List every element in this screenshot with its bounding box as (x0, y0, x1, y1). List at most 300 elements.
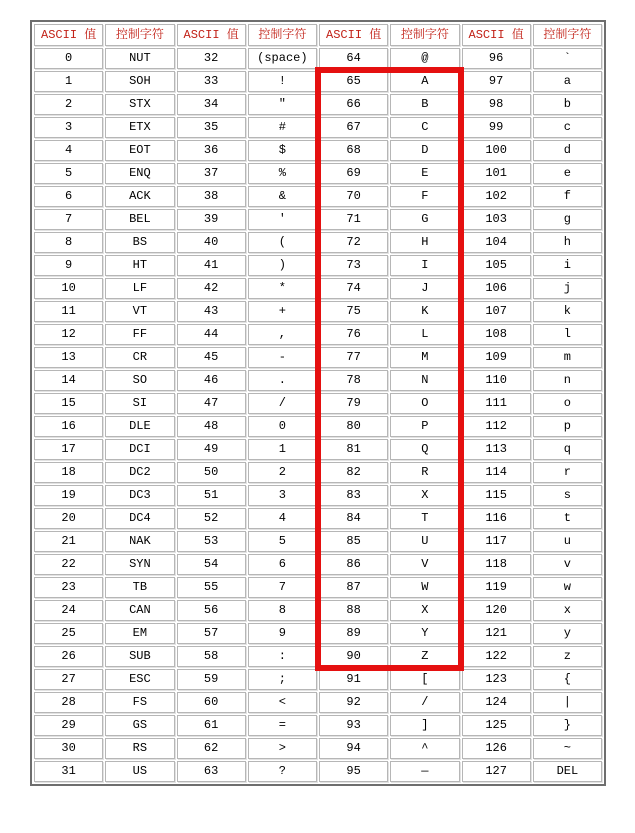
ascii-value-cell: 66 (319, 94, 388, 115)
ascii-value-cell: 35 (177, 117, 246, 138)
ascii-value-cell: 82 (319, 462, 388, 483)
control-char-cell: G (390, 209, 459, 230)
ascii-value-cell: 87 (319, 577, 388, 598)
ascii-value-cell: 74 (319, 278, 388, 299)
control-char-cell: k (533, 301, 602, 322)
control-char-cell: u (533, 531, 602, 552)
ascii-value-cell: 123 (462, 669, 531, 690)
column-header-ascii-value-3: ASCII 值 (319, 24, 388, 46)
ascii-value-cell: 53 (177, 531, 246, 552)
table-row (34, 600, 602, 621)
ascii-value-cell: 33 (177, 71, 246, 92)
ascii-value-cell: 124 (462, 692, 531, 713)
ascii-value-cell: 40 (177, 232, 246, 253)
ascii-table-header (34, 24, 602, 46)
control-char-cell: t (533, 508, 602, 529)
ascii-value-cell: 15 (34, 393, 103, 414)
control-char-cell: / (248, 393, 317, 414)
control-char-cell: ? (248, 761, 317, 782)
table-row (34, 669, 602, 690)
control-char-cell: i (533, 255, 602, 276)
control-char-cell: R (390, 462, 459, 483)
table-row (34, 117, 602, 138)
ascii-value-cell: 25 (34, 623, 103, 644)
control-char-cell: US (105, 761, 174, 782)
ascii-value-cell: 103 (462, 209, 531, 230)
ascii-value-cell: 110 (462, 370, 531, 391)
control-char-cell: " (248, 94, 317, 115)
ascii-value-cell: 98 (462, 94, 531, 115)
ascii-value-cell: 27 (34, 669, 103, 690)
ascii-value-cell: 4 (34, 140, 103, 161)
table-row (34, 163, 602, 184)
ascii-value-cell: 29 (34, 715, 103, 736)
ascii-value-cell: 9 (34, 255, 103, 276)
control-char-cell: h (533, 232, 602, 253)
ascii-value-cell: 1 (34, 71, 103, 92)
ascii-value-cell: 89 (319, 623, 388, 644)
control-char-cell: SO (105, 370, 174, 391)
control-char-cell: TB (105, 577, 174, 598)
ascii-value-cell: 31 (34, 761, 103, 782)
ascii-value-cell: 80 (319, 416, 388, 437)
control-char-cell: a (533, 71, 602, 92)
control-char-cell: x (533, 600, 602, 621)
control-char-cell: NAK (105, 531, 174, 552)
control-char-cell: 1 (248, 439, 317, 460)
ascii-value-cell: 55 (177, 577, 246, 598)
table-row (34, 370, 602, 391)
ascii-value-cell: 69 (319, 163, 388, 184)
control-char-cell: p (533, 416, 602, 437)
ascii-value-cell: 108 (462, 324, 531, 345)
control-char-cell: ; (248, 669, 317, 690)
ascii-value-cell: 19 (34, 485, 103, 506)
control-char-cell: { (533, 669, 602, 690)
ascii-value-cell: 64 (319, 48, 388, 69)
control-char-cell: s (533, 485, 602, 506)
control-char-cell: 0 (248, 416, 317, 437)
ascii-value-cell: 5 (34, 163, 103, 184)
ascii-value-cell: 6 (34, 186, 103, 207)
ascii-value-cell: 117 (462, 531, 531, 552)
control-char-cell: Y (390, 623, 459, 644)
ascii-value-cell: 104 (462, 232, 531, 253)
control-char-cell: % (248, 163, 317, 184)
table-row (34, 140, 602, 161)
ascii-value-cell: 92 (319, 692, 388, 713)
ascii-value-cell: 77 (319, 347, 388, 368)
ascii-value-cell: 71 (319, 209, 388, 230)
ascii-value-cell: 78 (319, 370, 388, 391)
control-char-cell: f (533, 186, 602, 207)
control-char-cell: DC4 (105, 508, 174, 529)
control-char-cell: ' (248, 209, 317, 230)
control-char-cell: C (390, 117, 459, 138)
control-char-cell: ! (248, 71, 317, 92)
control-char-cell: LF (105, 278, 174, 299)
control-char-cell: GS (105, 715, 174, 736)
ascii-value-cell: 81 (319, 439, 388, 460)
control-char-cell: HT (105, 255, 174, 276)
ascii-value-cell: 126 (462, 738, 531, 759)
control-char-cell: = (248, 715, 317, 736)
ascii-value-cell: 106 (462, 278, 531, 299)
ascii-value-cell: 75 (319, 301, 388, 322)
ascii-value-cell: 100 (462, 140, 531, 161)
column-header-control-char-3: 控制字符 (390, 24, 459, 46)
control-char-cell: A (390, 71, 459, 92)
table-row (34, 71, 602, 92)
control-char-cell: ENQ (105, 163, 174, 184)
control-char-cell: STX (105, 94, 174, 115)
control-char-cell: , (248, 324, 317, 345)
ascii-value-cell: 72 (319, 232, 388, 253)
control-char-cell: X (390, 485, 459, 506)
control-char-cell: & (248, 186, 317, 207)
ascii-value-cell: 58 (177, 646, 246, 667)
ascii-value-cell: 65 (319, 71, 388, 92)
ascii-value-cell: 119 (462, 577, 531, 598)
ascii-value-cell: 48 (177, 416, 246, 437)
ascii-value-cell: 62 (177, 738, 246, 759)
ascii-value-cell: 30 (34, 738, 103, 759)
ascii-value-cell: 56 (177, 600, 246, 621)
control-char-cell: FF (105, 324, 174, 345)
control-char-cell: 5 (248, 531, 317, 552)
ascii-value-cell: 36 (177, 140, 246, 161)
ascii-value-cell: 113 (462, 439, 531, 460)
ascii-value-cell: 85 (319, 531, 388, 552)
ascii-value-cell: 46 (177, 370, 246, 391)
ascii-value-cell: 49 (177, 439, 246, 460)
control-char-cell: I (390, 255, 459, 276)
control-char-cell: F (390, 186, 459, 207)
control-char-cell: l (533, 324, 602, 345)
control-char-cell: c (533, 117, 602, 138)
control-char-cell: X (390, 600, 459, 621)
control-char-cell: - (248, 347, 317, 368)
ascii-value-cell: 97 (462, 71, 531, 92)
ascii-value-cell: 83 (319, 485, 388, 506)
control-char-cell: CR (105, 347, 174, 368)
control-char-cell: P (390, 416, 459, 437)
control-char-cell: m (533, 347, 602, 368)
control-char-cell: BEL (105, 209, 174, 230)
table-row (34, 623, 602, 644)
control-char-cell: e (533, 163, 602, 184)
ascii-value-cell: 34 (177, 94, 246, 115)
control-char-cell: ^ (390, 738, 459, 759)
table-row (34, 324, 602, 345)
control-char-cell: n (533, 370, 602, 391)
table-row (34, 48, 602, 69)
ascii-value-cell: 43 (177, 301, 246, 322)
ascii-value-cell: 8 (34, 232, 103, 253)
table-row (34, 439, 602, 460)
table-row (34, 94, 602, 115)
control-char-cell: L (390, 324, 459, 345)
ascii-value-cell: 38 (177, 186, 246, 207)
ascii-value-cell: 101 (462, 163, 531, 184)
control-char-cell: D (390, 140, 459, 161)
ascii-value-cell: 95 (319, 761, 388, 782)
control-char-cell: # (248, 117, 317, 138)
control-char-cell: 6 (248, 554, 317, 575)
ascii-value-cell: 109 (462, 347, 531, 368)
control-char-cell: SOH (105, 71, 174, 92)
control-char-cell: E (390, 163, 459, 184)
ascii-value-cell: 17 (34, 439, 103, 460)
table-row (34, 462, 602, 483)
control-char-cell: Q (390, 439, 459, 460)
table-row (34, 485, 602, 506)
column-header-control-char-1: 控制字符 (105, 24, 174, 46)
ascii-value-cell: 107 (462, 301, 531, 322)
control-char-cell: 7 (248, 577, 317, 598)
control-char-cell: 8 (248, 600, 317, 621)
control-char-cell: y (533, 623, 602, 644)
ascii-value-cell: 114 (462, 462, 531, 483)
ascii-value-cell: 26 (34, 646, 103, 667)
table-wrap (30, 20, 606, 786)
table-row (34, 255, 602, 276)
control-char-cell: — (390, 761, 459, 782)
ascii-value-cell: 45 (177, 347, 246, 368)
control-char-cell: DC3 (105, 485, 174, 506)
control-char-cell: M (390, 347, 459, 368)
ascii-value-cell: 10 (34, 278, 103, 299)
control-char-cell: DEL (533, 761, 602, 782)
ascii-value-cell: 42 (177, 278, 246, 299)
control-char-cell: [ (390, 669, 459, 690)
control-char-cell: 9 (248, 623, 317, 644)
table-row (34, 278, 602, 299)
ascii-value-cell: 86 (319, 554, 388, 575)
ascii-value-cell: 11 (34, 301, 103, 322)
ascii-value-cell: 73 (319, 255, 388, 276)
control-char-cell: 4 (248, 508, 317, 529)
ascii-value-cell: 68 (319, 140, 388, 161)
control-char-cell: ~ (533, 738, 602, 759)
control-char-cell: w (533, 577, 602, 598)
ascii-value-cell: 94 (319, 738, 388, 759)
control-char-cell: W (390, 577, 459, 598)
ascii-value-cell: 59 (177, 669, 246, 690)
table-row (34, 738, 602, 759)
control-char-cell: Z (390, 646, 459, 667)
table-row (34, 301, 602, 322)
ascii-value-cell: 28 (34, 692, 103, 713)
control-char-cell: ESC (105, 669, 174, 690)
control-char-cell: 2 (248, 462, 317, 483)
control-char-cell: ETX (105, 117, 174, 138)
ascii-value-cell: 67 (319, 117, 388, 138)
ascii-value-cell: 32 (177, 48, 246, 69)
control-char-cell: CAN (105, 600, 174, 621)
ascii-value-cell: 127 (462, 761, 531, 782)
table-row (34, 692, 602, 713)
control-char-cell: $ (248, 140, 317, 161)
table-row (34, 416, 602, 437)
control-char-cell: SI (105, 393, 174, 414)
control-char-cell: < (248, 692, 317, 713)
ascii-table-body (34, 48, 602, 782)
ascii-value-cell: 2 (34, 94, 103, 115)
control-char-cell: v (533, 554, 602, 575)
ascii-table (30, 20, 606, 786)
ascii-value-cell: 90 (319, 646, 388, 667)
control-char-cell: : (248, 646, 317, 667)
table-row (34, 393, 602, 414)
ascii-value-cell: 116 (462, 508, 531, 529)
control-char-cell: j (533, 278, 602, 299)
control-char-cell: 3 (248, 485, 317, 506)
control-char-cell: SYN (105, 554, 174, 575)
ascii-value-cell: 88 (319, 600, 388, 621)
ascii-value-cell: 7 (34, 209, 103, 230)
control-char-cell: B (390, 94, 459, 115)
ascii-value-cell: 91 (319, 669, 388, 690)
ascii-value-cell: 115 (462, 485, 531, 506)
ascii-value-cell: 12 (34, 324, 103, 345)
ascii-value-cell: 63 (177, 761, 246, 782)
ascii-value-cell: 93 (319, 715, 388, 736)
control-char-cell: + (248, 301, 317, 322)
control-char-cell: V (390, 554, 459, 575)
ascii-value-cell: 13 (34, 347, 103, 368)
table-row (34, 531, 602, 552)
ascii-value-cell: 79 (319, 393, 388, 414)
ascii-value-cell: 105 (462, 255, 531, 276)
ascii-value-cell: 99 (462, 117, 531, 138)
control-char-cell: . (248, 370, 317, 391)
ascii-value-cell: 112 (462, 416, 531, 437)
control-char-cell: b (533, 94, 602, 115)
ascii-value-cell: 125 (462, 715, 531, 736)
control-char-cell: T (390, 508, 459, 529)
ascii-value-cell: 121 (462, 623, 531, 644)
ascii-value-cell: 61 (177, 715, 246, 736)
control-char-cell: > (248, 738, 317, 759)
ascii-value-cell: 111 (462, 393, 531, 414)
table-row (34, 715, 602, 736)
control-char-cell: ` (533, 48, 602, 69)
control-char-cell: U (390, 531, 459, 552)
table-row (34, 209, 602, 230)
control-char-cell: K (390, 301, 459, 322)
ascii-value-cell: 0 (34, 48, 103, 69)
ascii-value-cell: 51 (177, 485, 246, 506)
control-char-cell: q (533, 439, 602, 460)
control-char-cell: d (533, 140, 602, 161)
column-header-ascii-value-4: ASCII 值 (462, 24, 531, 46)
header-row (34, 24, 602, 46)
control-char-cell: NUT (105, 48, 174, 69)
ascii-value-cell: 14 (34, 370, 103, 391)
ascii-value-cell: 84 (319, 508, 388, 529)
ascii-value-cell: 21 (34, 531, 103, 552)
ascii-value-cell: 52 (177, 508, 246, 529)
ascii-value-cell: 18 (34, 462, 103, 483)
table-row (34, 232, 602, 253)
column-header-ascii-value-1: ASCII 值 (34, 24, 103, 46)
control-char-cell: RS (105, 738, 174, 759)
ascii-value-cell: 39 (177, 209, 246, 230)
control-char-cell: ACK (105, 186, 174, 207)
ascii-value-cell: 44 (177, 324, 246, 345)
control-char-cell: DC2 (105, 462, 174, 483)
table-row (34, 347, 602, 368)
control-char-cell: H (390, 232, 459, 253)
control-char-cell: BS (105, 232, 174, 253)
control-char-cell: EOT (105, 140, 174, 161)
ascii-value-cell: 22 (34, 554, 103, 575)
control-char-cell: ] (390, 715, 459, 736)
ascii-value-cell: 118 (462, 554, 531, 575)
control-char-cell: VT (105, 301, 174, 322)
table-row (34, 577, 602, 598)
control-char-cell: FS (105, 692, 174, 713)
column-header-ascii-value-2: ASCII 值 (177, 24, 246, 46)
ascii-value-cell: 54 (177, 554, 246, 575)
control-char-cell: * (248, 278, 317, 299)
ascii-value-cell: 37 (177, 163, 246, 184)
control-char-cell: EM (105, 623, 174, 644)
control-char-cell: N (390, 370, 459, 391)
ascii-value-cell: 41 (177, 255, 246, 276)
ascii-value-cell: 20 (34, 508, 103, 529)
ascii-value-cell: 120 (462, 600, 531, 621)
control-char-cell: r (533, 462, 602, 483)
ascii-value-cell: 76 (319, 324, 388, 345)
ascii-value-cell: 102 (462, 186, 531, 207)
ascii-value-cell: 16 (34, 416, 103, 437)
ascii-value-cell: 3 (34, 117, 103, 138)
table-row (34, 761, 602, 782)
control-char-cell: @ (390, 48, 459, 69)
control-char-cell: o (533, 393, 602, 414)
control-char-cell: O (390, 393, 459, 414)
control-char-cell: g (533, 209, 602, 230)
table-row (34, 646, 602, 667)
control-char-cell: | (533, 692, 602, 713)
control-char-cell: } (533, 715, 602, 736)
control-char-cell: DLE (105, 416, 174, 437)
control-char-cell: SUB (105, 646, 174, 667)
ascii-value-cell: 24 (34, 600, 103, 621)
ascii-value-cell: 50 (177, 462, 246, 483)
table-row (34, 186, 602, 207)
control-char-cell: ( (248, 232, 317, 253)
table-row (34, 554, 602, 575)
ascii-value-cell: 70 (319, 186, 388, 207)
table-row (34, 508, 602, 529)
ascii-value-cell: 60 (177, 692, 246, 713)
column-header-control-char-2: 控制字符 (248, 24, 317, 46)
control-char-cell: z (533, 646, 602, 667)
ascii-value-cell: 47 (177, 393, 246, 414)
ascii-value-cell: 122 (462, 646, 531, 667)
ascii-value-cell: 23 (34, 577, 103, 598)
column-header-control-char-4: 控制字符 (533, 24, 602, 46)
ascii-value-cell: 57 (177, 623, 246, 644)
control-char-cell: DCI (105, 439, 174, 460)
control-char-cell: ) (248, 255, 317, 276)
control-char-cell: / (390, 692, 459, 713)
control-char-cell: (space) (248, 48, 317, 69)
control-char-cell: J (390, 278, 459, 299)
